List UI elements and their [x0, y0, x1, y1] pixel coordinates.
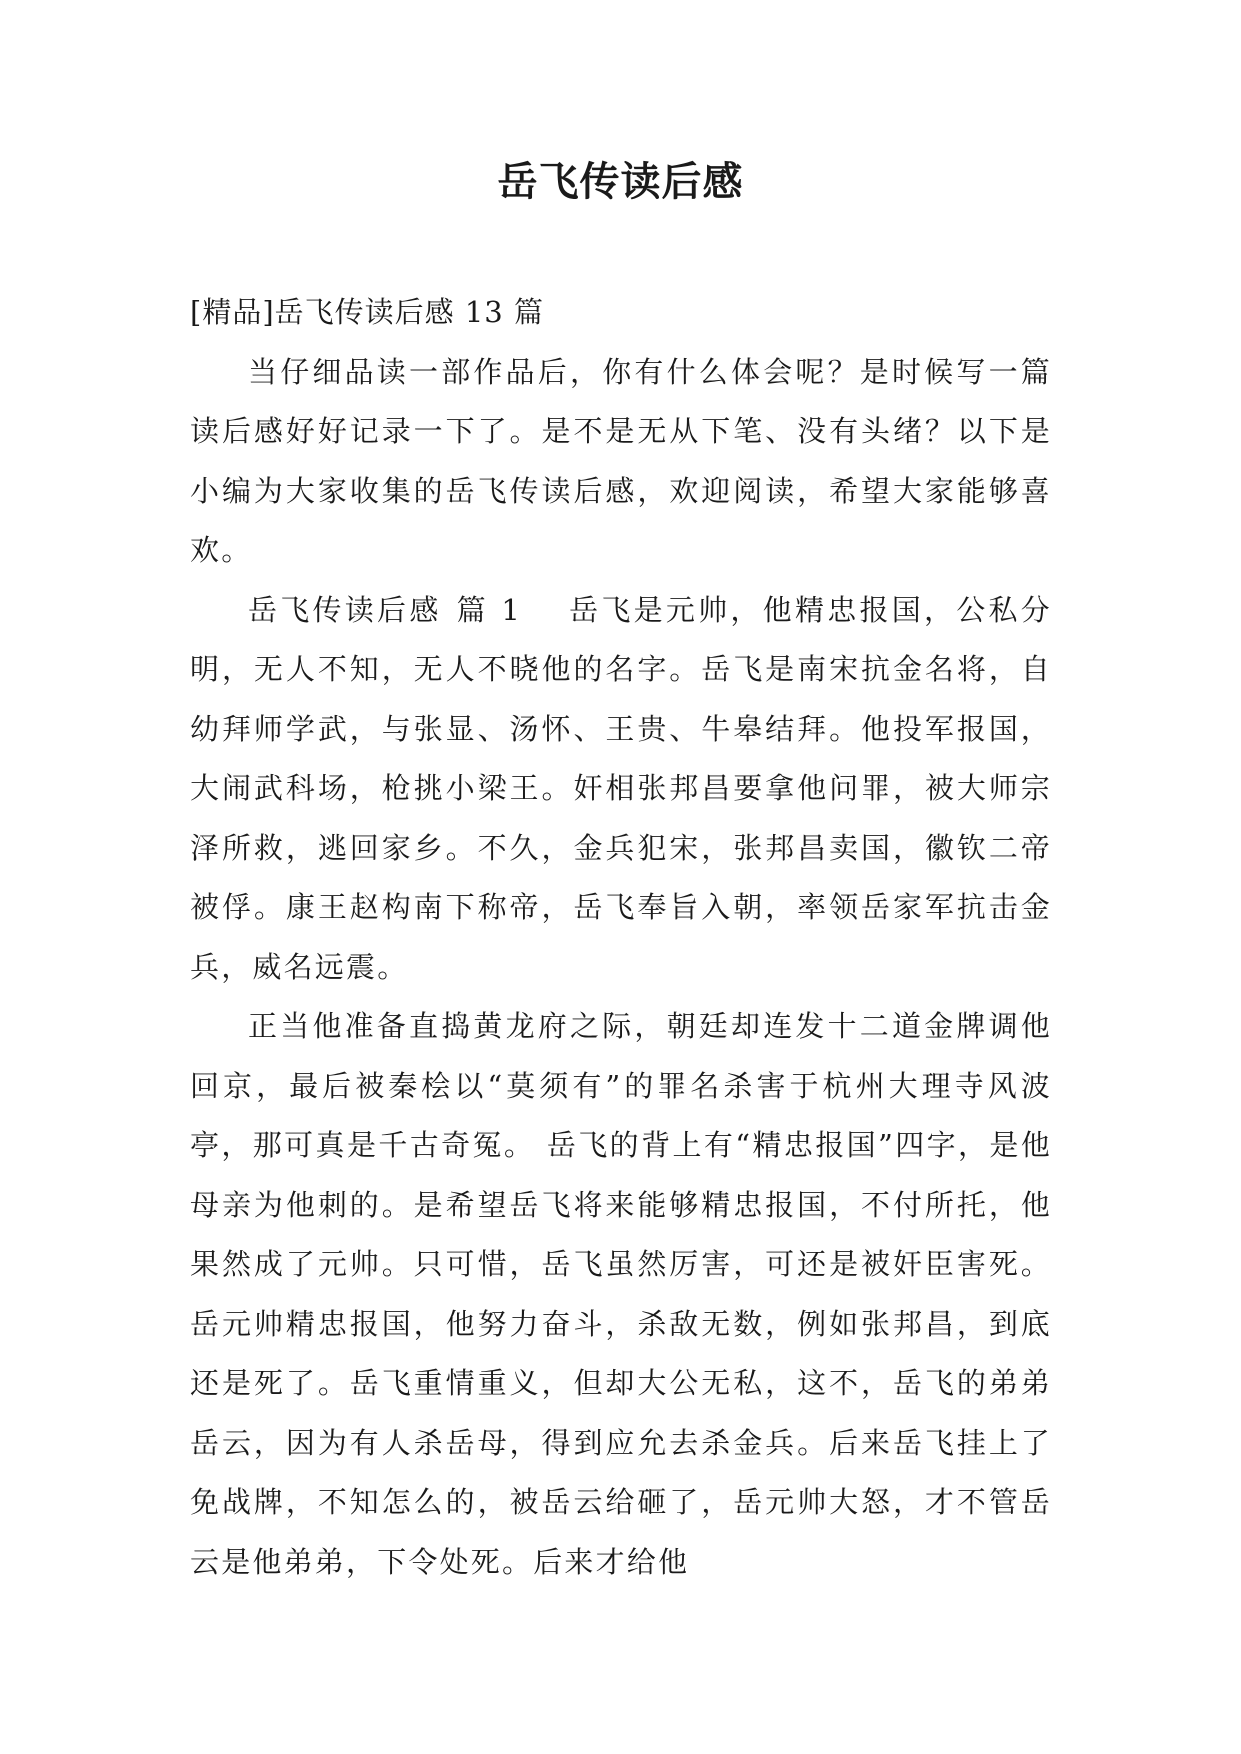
section-1-number: 篇 1 — [455, 592, 523, 627]
intro-paragraph: 当仔细品读一部作品后，你有什么体会呢？是时候写一篇读后感好好记录一下了。是不是无从下笔、没有头绪？以下是小编为大家收集的岳飞传读后感，欢迎阅读，希望大家能够喜欢。 — [190, 354, 1052, 567]
body-paragraph-2: 正当他准备直捣黄龙府之际，朝廷却连发十二道金牌调他回京，最后被秦桧以“莫须有”的罪名杀害于杭州大理寺风波亭，那可真是千古奇冤。 岳飞的背上有“精忠报国”四字，是他母亲为他刺的。是希望岳飞将来能够精忠报国，不付所托，他果然成了元帅。只可惜，岳飞虽然厉害，可还是被奸臣害死。 岳元帅精忠报国，他努力奋斗，杀敌无数，例如张邦昌，到底还是死了。岳飞重情重义，但却大公无私，这不，岳飞的弟弟岳云，因为有人杀岳母，得到应允去杀金兵。后来岳飞挂上了免战牌，不知怎么的，被岳云给砸了，岳元帅大怒，才不管岳云是他弟弟，下令处死。后来才给他 — [190, 1009, 1052, 1579]
section-1-heading: 岳飞传读后感 — [248, 592, 442, 627]
document-title: 岳飞传读后感 — [497, 158, 744, 205]
document-body — [190, 283, 1052, 1592]
section-1-text: 岳飞是元帅，他精忠报国，公私分明，无人不知，无人不晓他的名字。岳飞是南宋抗金名将，自幼拜师学武，与张显、汤怀、王贵、牛皋结拜。他投军报国，大闹武科场，枪挑小梁王。奸相张邦昌要拿他问罪，被大师宗泽所救，逃回家乡。不久，金兵犯宋，张邦昌卖国，徽钦二帝被俘。康王赵构南下称帝，岳飞奉旨入朝，率领岳家军抗击金兵，威名远震。 — [190, 592, 1052, 984]
section-1-paragraph — [190, 581, 1052, 998]
document-subtitle: [精品]岳飞传读后感 13 篇 — [190, 295, 544, 329]
